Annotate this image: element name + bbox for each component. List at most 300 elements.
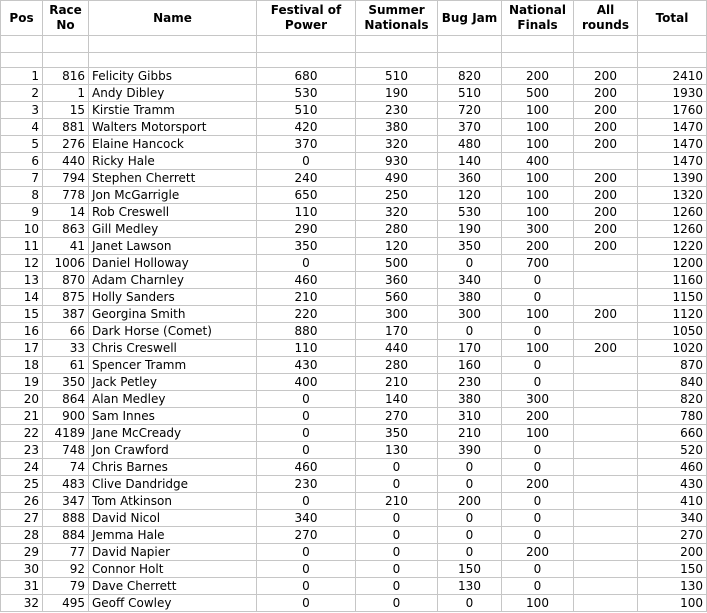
- all-rounds-cell[interactable]: 200: [574, 68, 638, 85]
- race-no-cell[interactable]: 77: [43, 544, 89, 561]
- pos-cell[interactable]: 17: [1, 340, 43, 357]
- summer-nationals-cell[interactable]: 930: [356, 153, 438, 170]
- empty-cell[interactable]: [438, 53, 502, 68]
- national-finals-cell[interactable]: 400: [502, 153, 574, 170]
- race-no-cell[interactable]: 4189: [43, 425, 89, 442]
- national-finals-cell[interactable]: 0: [502, 289, 574, 306]
- festival-of-power-cell[interactable]: 0: [257, 493, 356, 510]
- total-cell[interactable]: 1050: [638, 323, 707, 340]
- all-rounds-cell[interactable]: 200: [574, 102, 638, 119]
- empty-cell[interactable]: [356, 53, 438, 68]
- header-festival-of-power[interactable]: Festival of Power: [257, 1, 356, 36]
- race-no-cell[interactable]: 778: [43, 187, 89, 204]
- race-no-cell[interactable]: 870: [43, 272, 89, 289]
- national-finals-cell[interactable]: 100: [502, 306, 574, 323]
- all-rounds-cell[interactable]: [574, 153, 638, 170]
- name-cell[interactable]: Janet Lawson: [89, 238, 257, 255]
- bug-jam-cell[interactable]: 120: [438, 187, 502, 204]
- name-cell[interactable]: Dave Cherrett: [89, 578, 257, 595]
- festival-of-power-cell[interactable]: 290: [257, 221, 356, 238]
- total-cell[interactable]: 1260: [638, 204, 707, 221]
- pos-cell[interactable]: 2: [1, 85, 43, 102]
- summer-nationals-cell[interactable]: 360: [356, 272, 438, 289]
- race-no-cell[interactable]: 1: [43, 85, 89, 102]
- name-cell[interactable]: Tom Atkinson: [89, 493, 257, 510]
- summer-nationals-cell[interactable]: 130: [356, 442, 438, 459]
- race-no-cell[interactable]: 816: [43, 68, 89, 85]
- race-no-cell[interactable]: 66: [43, 323, 89, 340]
- pos-cell[interactable]: 27: [1, 510, 43, 527]
- summer-nationals-cell[interactable]: 140: [356, 391, 438, 408]
- national-finals-cell[interactable]: 0: [502, 442, 574, 459]
- race-no-cell[interactable]: 881: [43, 119, 89, 136]
- summer-nationals-cell[interactable]: 270: [356, 408, 438, 425]
- national-finals-cell[interactable]: 100: [502, 425, 574, 442]
- total-cell[interactable]: 130: [638, 578, 707, 595]
- national-finals-cell[interactable]: 200: [502, 68, 574, 85]
- bug-jam-cell[interactable]: 200: [438, 493, 502, 510]
- festival-of-power-cell[interactable]: 0: [257, 255, 356, 272]
- all-rounds-cell[interactable]: [574, 425, 638, 442]
- pos-cell[interactable]: 29: [1, 544, 43, 561]
- name-cell[interactable]: Jemma Hale: [89, 527, 257, 544]
- pos-cell[interactable]: 31: [1, 578, 43, 595]
- bug-jam-cell[interactable]: 190: [438, 221, 502, 238]
- pos-cell[interactable]: 15: [1, 306, 43, 323]
- race-no-cell[interactable]: 79: [43, 578, 89, 595]
- race-no-cell[interactable]: 14: [43, 204, 89, 221]
- national-finals-cell[interactable]: 0: [502, 323, 574, 340]
- total-cell[interactable]: 1930: [638, 85, 707, 102]
- pos-cell[interactable]: 25: [1, 476, 43, 493]
- total-cell[interactable]: 1160: [638, 272, 707, 289]
- bug-jam-cell[interactable]: 0: [438, 459, 502, 476]
- all-rounds-cell[interactable]: [574, 527, 638, 544]
- summer-nationals-cell[interactable]: 170: [356, 323, 438, 340]
- name-cell[interactable]: Rob Creswell: [89, 204, 257, 221]
- national-finals-cell[interactable]: 0: [502, 578, 574, 595]
- festival-of-power-cell[interactable]: 530: [257, 85, 356, 102]
- total-cell[interactable]: 780: [638, 408, 707, 425]
- bug-jam-cell[interactable]: 230: [438, 374, 502, 391]
- name-cell[interactable]: Walters Motorsport: [89, 119, 257, 136]
- festival-of-power-cell[interactable]: 880: [257, 323, 356, 340]
- pos-cell[interactable]: 9: [1, 204, 43, 221]
- header-summer-nationals[interactable]: Summer Nationals: [356, 1, 438, 36]
- all-rounds-cell[interactable]: 200: [574, 119, 638, 136]
- empty-cell[interactable]: [257, 36, 356, 53]
- all-rounds-cell[interactable]: [574, 289, 638, 306]
- total-cell[interactable]: 1120: [638, 306, 707, 323]
- bug-jam-cell[interactable]: 150: [438, 561, 502, 578]
- total-cell[interactable]: 840: [638, 374, 707, 391]
- header-all-rounds[interactable]: All rounds: [574, 1, 638, 36]
- header-bug-jam[interactable]: Bug Jam: [438, 1, 502, 36]
- festival-of-power-cell[interactable]: 0: [257, 425, 356, 442]
- summer-nationals-cell[interactable]: 300: [356, 306, 438, 323]
- total-cell[interactable]: 200: [638, 544, 707, 561]
- header-pos[interactable]: Pos: [1, 1, 43, 36]
- total-cell[interactable]: 1320: [638, 187, 707, 204]
- pos-cell[interactable]: 5: [1, 136, 43, 153]
- festival-of-power-cell[interactable]: 0: [257, 391, 356, 408]
- national-finals-cell[interactable]: 0: [502, 272, 574, 289]
- empty-cell[interactable]: [638, 53, 707, 68]
- festival-of-power-cell[interactable]: 270: [257, 527, 356, 544]
- race-no-cell[interactable]: 276: [43, 136, 89, 153]
- bug-jam-cell[interactable]: 0: [438, 323, 502, 340]
- name-cell[interactable]: Chris Barnes: [89, 459, 257, 476]
- summer-nationals-cell[interactable]: 120: [356, 238, 438, 255]
- name-cell[interactable]: Connor Holt: [89, 561, 257, 578]
- pos-cell[interactable]: 26: [1, 493, 43, 510]
- national-finals-cell[interactable]: 100: [502, 102, 574, 119]
- empty-cell[interactable]: [43, 36, 89, 53]
- festival-of-power-cell[interactable]: 0: [257, 561, 356, 578]
- bug-jam-cell[interactable]: 0: [438, 544, 502, 561]
- empty-cell[interactable]: [257, 53, 356, 68]
- festival-of-power-cell[interactable]: 420: [257, 119, 356, 136]
- festival-of-power-cell[interactable]: 0: [257, 153, 356, 170]
- header-total[interactable]: Total: [638, 1, 707, 36]
- national-finals-cell[interactable]: 100: [502, 136, 574, 153]
- pos-cell[interactable]: 11: [1, 238, 43, 255]
- all-rounds-cell[interactable]: 200: [574, 221, 638, 238]
- pos-cell[interactable]: 6: [1, 153, 43, 170]
- national-finals-cell[interactable]: 0: [502, 527, 574, 544]
- all-rounds-cell[interactable]: [574, 323, 638, 340]
- pos-cell[interactable]: 18: [1, 357, 43, 374]
- national-finals-cell[interactable]: 500: [502, 85, 574, 102]
- festival-of-power-cell[interactable]: 0: [257, 544, 356, 561]
- total-cell[interactable]: 1470: [638, 153, 707, 170]
- summer-nationals-cell[interactable]: 350: [356, 425, 438, 442]
- header-name[interactable]: Name: [89, 1, 257, 36]
- all-rounds-cell[interactable]: [574, 510, 638, 527]
- bug-jam-cell[interactable]: 140: [438, 153, 502, 170]
- national-finals-cell[interactable]: 100: [502, 340, 574, 357]
- empty-cell[interactable]: [356, 36, 438, 53]
- race-no-cell[interactable]: 483: [43, 476, 89, 493]
- bug-jam-cell[interactable]: 360: [438, 170, 502, 187]
- bug-jam-cell[interactable]: 530: [438, 204, 502, 221]
- header-national-finals[interactable]: National Finals: [502, 1, 574, 36]
- festival-of-power-cell[interactable]: 110: [257, 204, 356, 221]
- empty-cell[interactable]: [502, 36, 574, 53]
- national-finals-cell[interactable]: 300: [502, 391, 574, 408]
- total-cell[interactable]: 1150: [638, 289, 707, 306]
- national-finals-cell[interactable]: 200: [502, 544, 574, 561]
- name-cell[interactable]: Kirstie Tramm: [89, 102, 257, 119]
- race-no-cell[interactable]: 15: [43, 102, 89, 119]
- race-no-cell[interactable]: 900: [43, 408, 89, 425]
- name-cell[interactable]: Sam Innes: [89, 408, 257, 425]
- summer-nationals-cell[interactable]: 560: [356, 289, 438, 306]
- all-rounds-cell[interactable]: [574, 578, 638, 595]
- race-no-cell[interactable]: 74: [43, 459, 89, 476]
- summer-nationals-cell[interactable]: 0: [356, 578, 438, 595]
- summer-nationals-cell[interactable]: 0: [356, 459, 438, 476]
- empty-cell[interactable]: [574, 53, 638, 68]
- race-no-cell[interactable]: 875: [43, 289, 89, 306]
- festival-of-power-cell[interactable]: 220: [257, 306, 356, 323]
- summer-nationals-cell[interactable]: 500: [356, 255, 438, 272]
- summer-nationals-cell[interactable]: 0: [356, 544, 438, 561]
- race-no-cell[interactable]: 888: [43, 510, 89, 527]
- name-cell[interactable]: Dark Horse (Comet): [89, 323, 257, 340]
- empty-cell[interactable]: [1, 36, 43, 53]
- name-cell[interactable]: Ricky Hale: [89, 153, 257, 170]
- summer-nationals-cell[interactable]: 490: [356, 170, 438, 187]
- empty-cell[interactable]: [89, 36, 257, 53]
- festival-of-power-cell[interactable]: 680: [257, 68, 356, 85]
- name-cell[interactable]: Stephen Cherrett: [89, 170, 257, 187]
- bug-jam-cell[interactable]: 510: [438, 85, 502, 102]
- summer-nationals-cell[interactable]: 510: [356, 68, 438, 85]
- all-rounds-cell[interactable]: 200: [574, 340, 638, 357]
- national-finals-cell[interactable]: 100: [502, 119, 574, 136]
- name-cell[interactable]: Daniel Holloway: [89, 255, 257, 272]
- national-finals-cell[interactable]: 100: [502, 204, 574, 221]
- bug-jam-cell[interactable]: 350: [438, 238, 502, 255]
- race-no-cell[interactable]: 1006: [43, 255, 89, 272]
- all-rounds-cell[interactable]: 200: [574, 238, 638, 255]
- national-finals-cell[interactable]: 0: [502, 493, 574, 510]
- bug-jam-cell[interactable]: 340: [438, 272, 502, 289]
- name-cell[interactable]: Andy Dibley: [89, 85, 257, 102]
- pos-cell[interactable]: 13: [1, 272, 43, 289]
- national-finals-cell[interactable]: 0: [502, 374, 574, 391]
- pos-cell[interactable]: 1: [1, 68, 43, 85]
- pos-cell[interactable]: 24: [1, 459, 43, 476]
- total-cell[interactable]: 430: [638, 476, 707, 493]
- national-finals-cell[interactable]: 300: [502, 221, 574, 238]
- bug-jam-cell[interactable]: 0: [438, 527, 502, 544]
- pos-cell[interactable]: 12: [1, 255, 43, 272]
- race-no-cell[interactable]: 863: [43, 221, 89, 238]
- festival-of-power-cell[interactable]: 0: [257, 595, 356, 612]
- national-finals-cell[interactable]: 0: [502, 510, 574, 527]
- race-no-cell[interactable]: 495: [43, 595, 89, 612]
- summer-nationals-cell[interactable]: 230: [356, 102, 438, 119]
- festival-of-power-cell[interactable]: 0: [257, 442, 356, 459]
- total-cell[interactable]: 870: [638, 357, 707, 374]
- summer-nationals-cell[interactable]: 440: [356, 340, 438, 357]
- pos-cell[interactable]: 32: [1, 595, 43, 612]
- summer-nationals-cell[interactable]: 0: [356, 476, 438, 493]
- pos-cell[interactable]: 20: [1, 391, 43, 408]
- race-no-cell[interactable]: 347: [43, 493, 89, 510]
- all-rounds-cell[interactable]: 200: [574, 170, 638, 187]
- festival-of-power-cell[interactable]: 110: [257, 340, 356, 357]
- total-cell[interactable]: 150: [638, 561, 707, 578]
- race-no-cell[interactable]: 61: [43, 357, 89, 374]
- bug-jam-cell[interactable]: 480: [438, 136, 502, 153]
- total-cell[interactable]: 520: [638, 442, 707, 459]
- festival-of-power-cell[interactable]: 400: [257, 374, 356, 391]
- total-cell[interactable]: 460: [638, 459, 707, 476]
- national-finals-cell[interactable]: 200: [502, 476, 574, 493]
- summer-nationals-cell[interactable]: 280: [356, 221, 438, 238]
- all-rounds-cell[interactable]: [574, 374, 638, 391]
- all-rounds-cell[interactable]: 200: [574, 187, 638, 204]
- all-rounds-cell[interactable]: [574, 255, 638, 272]
- total-cell[interactable]: 660: [638, 425, 707, 442]
- national-finals-cell[interactable]: 200: [502, 238, 574, 255]
- pos-cell[interactable]: 28: [1, 527, 43, 544]
- national-finals-cell[interactable]: 100: [502, 187, 574, 204]
- festival-of-power-cell[interactable]: 460: [257, 459, 356, 476]
- national-finals-cell[interactable]: 100: [502, 595, 574, 612]
- empty-cell[interactable]: [638, 36, 707, 53]
- race-no-cell[interactable]: 41: [43, 238, 89, 255]
- pos-cell[interactable]: 14: [1, 289, 43, 306]
- all-rounds-cell[interactable]: [574, 391, 638, 408]
- national-finals-cell[interactable]: 100: [502, 170, 574, 187]
- empty-cell[interactable]: [438, 36, 502, 53]
- all-rounds-cell[interactable]: [574, 357, 638, 374]
- bug-jam-cell[interactable]: 0: [438, 595, 502, 612]
- race-no-cell[interactable]: 794: [43, 170, 89, 187]
- national-finals-cell[interactable]: 0: [502, 459, 574, 476]
- name-cell[interactable]: Chris Creswell: [89, 340, 257, 357]
- name-cell[interactable]: Geoff Cowley: [89, 595, 257, 612]
- summer-nationals-cell[interactable]: 0: [356, 595, 438, 612]
- bug-jam-cell[interactable]: 380: [438, 289, 502, 306]
- summer-nationals-cell[interactable]: 320: [356, 136, 438, 153]
- all-rounds-cell[interactable]: [574, 272, 638, 289]
- festival-of-power-cell[interactable]: 510: [257, 102, 356, 119]
- race-no-cell[interactable]: 33: [43, 340, 89, 357]
- pos-cell[interactable]: 23: [1, 442, 43, 459]
- race-no-cell[interactable]: 440: [43, 153, 89, 170]
- bug-jam-cell[interactable]: 720: [438, 102, 502, 119]
- national-finals-cell[interactable]: 200: [502, 408, 574, 425]
- total-cell[interactable]: 820: [638, 391, 707, 408]
- national-finals-cell[interactable]: 0: [502, 357, 574, 374]
- pos-cell[interactable]: 30: [1, 561, 43, 578]
- all-rounds-cell[interactable]: 200: [574, 204, 638, 221]
- pos-cell[interactable]: 4: [1, 119, 43, 136]
- all-rounds-cell[interactable]: [574, 408, 638, 425]
- bug-jam-cell[interactable]: 370: [438, 119, 502, 136]
- bug-jam-cell[interactable]: 380: [438, 391, 502, 408]
- pos-cell[interactable]: 3: [1, 102, 43, 119]
- all-rounds-cell[interactable]: [574, 595, 638, 612]
- all-rounds-cell[interactable]: [574, 476, 638, 493]
- all-rounds-cell[interactable]: 200: [574, 136, 638, 153]
- national-finals-cell[interactable]: 0: [502, 561, 574, 578]
- name-cell[interactable]: Holly Sanders: [89, 289, 257, 306]
- name-cell[interactable]: Gill Medley: [89, 221, 257, 238]
- summer-nationals-cell[interactable]: 210: [356, 374, 438, 391]
- pos-cell[interactable]: 21: [1, 408, 43, 425]
- bug-jam-cell[interactable]: 300: [438, 306, 502, 323]
- empty-cell[interactable]: [574, 36, 638, 53]
- name-cell[interactable]: David Napier: [89, 544, 257, 561]
- bug-jam-cell[interactable]: 130: [438, 578, 502, 595]
- summer-nationals-cell[interactable]: 190: [356, 85, 438, 102]
- name-cell[interactable]: Adam Charnley: [89, 272, 257, 289]
- national-finals-cell[interactable]: 700: [502, 255, 574, 272]
- name-cell[interactable]: Jane McCready: [89, 425, 257, 442]
- race-no-cell[interactable]: 748: [43, 442, 89, 459]
- bug-jam-cell[interactable]: 0: [438, 510, 502, 527]
- race-no-cell[interactable]: 884: [43, 527, 89, 544]
- total-cell[interactable]: 270: [638, 527, 707, 544]
- name-cell[interactable]: Clive Dandridge: [89, 476, 257, 493]
- total-cell[interactable]: 1470: [638, 119, 707, 136]
- name-cell[interactable]: Alan Medley: [89, 391, 257, 408]
- pos-cell[interactable]: 22: [1, 425, 43, 442]
- total-cell[interactable]: 1470: [638, 136, 707, 153]
- bug-jam-cell[interactable]: 0: [438, 476, 502, 493]
- pos-cell[interactable]: 8: [1, 187, 43, 204]
- name-cell[interactable]: Spencer Tramm: [89, 357, 257, 374]
- total-cell[interactable]: 1020: [638, 340, 707, 357]
- total-cell[interactable]: 1760: [638, 102, 707, 119]
- race-no-cell[interactable]: 350: [43, 374, 89, 391]
- empty-cell[interactable]: [1, 53, 43, 68]
- festival-of-power-cell[interactable]: 650: [257, 187, 356, 204]
- total-cell[interactable]: 100: [638, 595, 707, 612]
- festival-of-power-cell[interactable]: 370: [257, 136, 356, 153]
- summer-nationals-cell[interactable]: 0: [356, 510, 438, 527]
- all-rounds-cell[interactable]: [574, 442, 638, 459]
- total-cell[interactable]: 1260: [638, 221, 707, 238]
- all-rounds-cell[interactable]: [574, 561, 638, 578]
- empty-cell[interactable]: [502, 53, 574, 68]
- festival-of-power-cell[interactable]: 230: [257, 476, 356, 493]
- bug-jam-cell[interactable]: 390: [438, 442, 502, 459]
- name-cell[interactable]: Felicity Gibbs: [89, 68, 257, 85]
- total-cell[interactable]: 410: [638, 493, 707, 510]
- festival-of-power-cell[interactable]: 210: [257, 289, 356, 306]
- empty-cell[interactable]: [43, 53, 89, 68]
- race-no-cell[interactable]: 864: [43, 391, 89, 408]
- summer-nationals-cell[interactable]: 320: [356, 204, 438, 221]
- festival-of-power-cell[interactable]: 460: [257, 272, 356, 289]
- bug-jam-cell[interactable]: 0: [438, 255, 502, 272]
- festival-of-power-cell[interactable]: 340: [257, 510, 356, 527]
- festival-of-power-cell[interactable]: 240: [257, 170, 356, 187]
- name-cell[interactable]: Elaine Hancock: [89, 136, 257, 153]
- summer-nationals-cell[interactable]: 0: [356, 527, 438, 544]
- bug-jam-cell[interactable]: 170: [438, 340, 502, 357]
- summer-nationals-cell[interactable]: 280: [356, 357, 438, 374]
- total-cell[interactable]: 1390: [638, 170, 707, 187]
- name-cell[interactable]: Georgina Smith: [89, 306, 257, 323]
- pos-cell[interactable]: 16: [1, 323, 43, 340]
- bug-jam-cell[interactable]: 210: [438, 425, 502, 442]
- summer-nationals-cell[interactable]: 250: [356, 187, 438, 204]
- header-race-no[interactable]: Race No: [43, 1, 89, 36]
- all-rounds-cell[interactable]: [574, 459, 638, 476]
- race-no-cell[interactable]: 92: [43, 561, 89, 578]
- festival-of-power-cell[interactable]: 0: [257, 578, 356, 595]
- name-cell[interactable]: David Nicol: [89, 510, 257, 527]
- festival-of-power-cell[interactable]: 0: [257, 408, 356, 425]
- name-cell[interactable]: Jon Crawford: [89, 442, 257, 459]
- summer-nationals-cell[interactable]: 380: [356, 119, 438, 136]
- bug-jam-cell[interactable]: 820: [438, 68, 502, 85]
- bug-jam-cell[interactable]: 310: [438, 408, 502, 425]
- summer-nationals-cell[interactable]: 210: [356, 493, 438, 510]
- summer-nationals-cell[interactable]: 0: [356, 561, 438, 578]
- all-rounds-cell[interactable]: 200: [574, 85, 638, 102]
- total-cell[interactable]: 2410: [638, 68, 707, 85]
- all-rounds-cell[interactable]: [574, 544, 638, 561]
